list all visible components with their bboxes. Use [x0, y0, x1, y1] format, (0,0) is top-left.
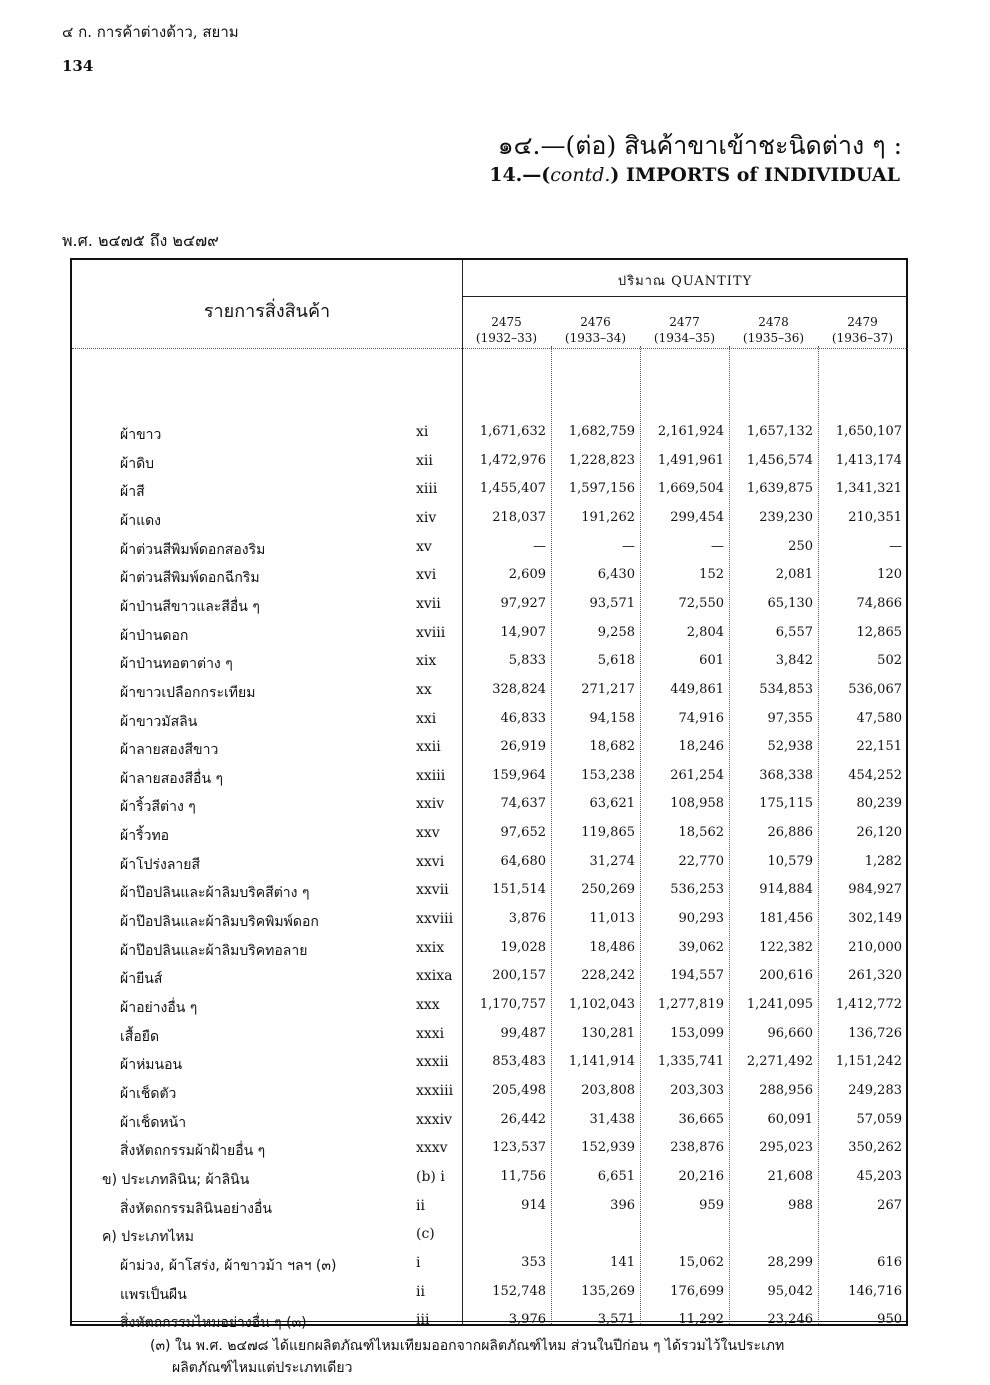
quantity-cell: 1,413,174 [835, 452, 902, 468]
quantity-cell: 152,939 [581, 1140, 635, 1156]
quantity-cell: 350,262 [848, 1140, 902, 1156]
item-label: ผ้าริ้วทอ [120, 828, 170, 845]
item-label: ผ้าดิบ [120, 455, 155, 472]
year-be: 2478 [758, 315, 789, 329]
item-code: xxvii [416, 882, 449, 899]
quantity-cell: 46,833 [500, 710, 546, 726]
year-ce: (1934–35) [653, 331, 716, 345]
quantity-cell: 159,964 [492, 767, 546, 783]
item-code: (c) [416, 1226, 435, 1243]
year-be: 2479 [847, 315, 878, 329]
table-row [72, 624, 908, 646]
quantity-cell: 249,283 [848, 1082, 902, 1098]
quantity-cell: 153,238 [581, 767, 635, 783]
quantity-cell: 2,271,492 [746, 1054, 813, 1070]
quantity-cell: 200,157 [492, 968, 546, 984]
quantity-cell: 151,514 [492, 882, 546, 898]
item-label: ผ้าเช็ดตัว [120, 1085, 177, 1102]
quantity-cell: 96,660 [767, 1025, 813, 1041]
item-label: ผ้าขาวมัสลิน [120, 713, 198, 730]
year-be: 2476 [580, 315, 611, 329]
table-row [72, 1311, 908, 1333]
item-label: ผ้าแดง [120, 512, 162, 529]
table-row [72, 881, 908, 903]
quantity-cell: 19,028 [500, 939, 546, 955]
quantity-cell: 18,562 [678, 825, 724, 841]
quantity-cell: — [889, 538, 902, 554]
table-row [72, 767, 908, 789]
item-label: ผ้าโปร่งลายสี [120, 856, 201, 873]
item-code: xxxi [416, 1025, 445, 1042]
item-label: ผ้าป่านทอตาต่าง ๆ [120, 656, 233, 673]
table-row [72, 795, 908, 817]
quantity-cell: 368,338 [759, 767, 813, 783]
table-row [72, 1082, 908, 1104]
quantity-cell: 3,976 [508, 1312, 546, 1328]
table-row [72, 1225, 908, 1247]
item-label: ผ้าป๊อปลินและผ้าลิมบริคสีต่าง ๆ [120, 885, 310, 902]
year-header [818, 314, 907, 346]
item-code: i [416, 1254, 421, 1271]
item-code: xxviii [416, 911, 454, 928]
quantity-cell: 353 [521, 1254, 546, 1270]
quantity-cell: 1,491,961 [657, 452, 724, 468]
quantity-cell: 176,699 [670, 1283, 724, 1299]
quantity-cell: 74,916 [678, 710, 724, 726]
year-be: 2475 [491, 315, 522, 329]
quantity-cell: 57,059 [856, 1111, 902, 1127]
item-code: xxi [416, 710, 437, 727]
quantity-cell: 267 [877, 1197, 902, 1213]
quantity-cell: 295,023 [759, 1140, 813, 1156]
quantity-cell: 94,158 [589, 710, 635, 726]
quantity-cell: 119,865 [581, 825, 635, 841]
item-label: ผ้าขาว [120, 427, 162, 443]
quantity-cell: 1,277,819 [657, 997, 724, 1012]
quantity-cell: 1,657,132 [746, 424, 813, 439]
item-label: ผ้าลายสองสีขาว [120, 742, 219, 759]
quantity-cell: 261,320 [848, 968, 902, 984]
year-header [640, 314, 729, 346]
quantity-cell: 239,230 [759, 509, 813, 525]
quantity-cell: 1,455,407 [479, 481, 546, 497]
quantity-cell: 2,804 [686, 624, 724, 640]
item-code: ii [416, 1197, 425, 1214]
item-label: เสื้อยืด [120, 1028, 160, 1045]
quantity-cell: 1,151,242 [835, 1054, 902, 1070]
quantity-cell: 396 [610, 1197, 635, 1213]
item-code: xv [416, 538, 432, 555]
item-code: xiv [416, 509, 437, 526]
quantity-cell: 5,833 [508, 653, 546, 669]
quantity-cell: 1,102,043 [568, 997, 635, 1012]
quantity-cell: 141 [610, 1254, 635, 1270]
table-row [72, 1053, 908, 1075]
table-row [72, 1168, 908, 1190]
item-code: xxxv [416, 1140, 448, 1157]
quantity-cell: 108,958 [670, 796, 724, 812]
quantity-cell: 120 [877, 567, 902, 583]
quantity-cell: 26,919 [500, 739, 546, 755]
year-ce: (1932–33) [475, 331, 538, 345]
year-ce: (1933–34) [564, 331, 627, 345]
quantity-cell: 93,571 [589, 595, 635, 611]
quantity-cell: 45,203 [856, 1168, 902, 1184]
item-code: xx [416, 681, 432, 698]
quantity-cell: 3,571 [597, 1312, 635, 1328]
quantity-cell: 1,170,757 [479, 997, 546, 1012]
quantity-cell: 21,608 [767, 1168, 813, 1184]
footnote-line: ผลิตภัณฑ์ไหมแต่ประเภทเดียว [172, 1360, 353, 1376]
quantity-cell: 146,716 [848, 1283, 902, 1299]
item-code: xxix [416, 939, 445, 956]
quantity-cell: 1,682,759 [568, 424, 635, 439]
quantity-cell: 95,042 [767, 1283, 813, 1299]
item-label: สิ่งหัตถกรรมลินินอย่างอื่น [120, 1200, 272, 1217]
item-code: xvii [416, 595, 441, 612]
quantity-cell: 914,884 [759, 882, 813, 898]
table-row [72, 681, 908, 703]
quantity-cell: 1,671,632 [479, 424, 546, 439]
quantity-cell: 601 [699, 653, 724, 669]
quantity-cell: 988 [788, 1197, 813, 1213]
quantity-cell: 1,597,156 [568, 481, 635, 497]
item-code: xi [416, 424, 429, 440]
quantity-cell: 200,616 [759, 968, 813, 984]
quantity-cell: 1,335,741 [657, 1054, 724, 1070]
quantity-cell: 11,292 [678, 1312, 724, 1328]
item-label: ผ้าม่วง, ผ้าโสร่ง, ผ้าขาวม้า ฯลฯ (๓) [120, 1257, 337, 1274]
item-code: xix [416, 653, 437, 670]
item-code: xxx [416, 997, 440, 1013]
quantity-cell: 175,115 [759, 796, 813, 812]
quantity-cell: 26,886 [767, 825, 813, 841]
quantity-cell: 22,770 [678, 853, 724, 869]
quantity-cell: 534,853 [759, 681, 813, 697]
item-code: xxii [416, 739, 441, 756]
quantity-cell: 10,579 [767, 853, 813, 869]
quantity-cell: 250,269 [581, 882, 635, 898]
quantity-cell: 194,557 [670, 968, 724, 984]
year-be: 2477 [669, 315, 700, 329]
item-label: ผ้าขาวเปลือกกระเทียม [120, 684, 256, 701]
quantity-cell: 181,456 [759, 911, 813, 927]
quantity-cell: 261,254 [670, 767, 724, 783]
item-label: ผ้าป๊อปลินและผ้าลิมบริคทอลาย [120, 942, 308, 959]
table-row [72, 566, 908, 588]
header-rule [462, 296, 908, 297]
item-code: xviii [416, 624, 446, 641]
quantity-cell: 12,865 [856, 624, 902, 640]
quantity-cell: 1,639,875 [746, 481, 813, 497]
items-column-header: รายการสิ่งสินค้า [203, 301, 331, 322]
year-header [462, 314, 551, 346]
item-label: สิ่งหัตถกรรมไหมอย่างอื่น ๆ (๓) [120, 1315, 307, 1332]
table-row [72, 1111, 908, 1133]
quantity-cell: 135,269 [581, 1283, 635, 1299]
quantity-cell: 454,252 [848, 767, 902, 783]
quantity-cell: 28,299 [767, 1254, 813, 1270]
quantity-cell: 502 [877, 653, 902, 669]
quantity-cell: — [711, 538, 724, 554]
quantity-cell: 130,281 [581, 1025, 635, 1041]
quantity-cell: 950 [877, 1312, 902, 1328]
quantity-cell: 152 [699, 567, 724, 583]
quantity-cell: 228,242 [581, 968, 635, 984]
quantity-cell: 1,650,107 [835, 424, 902, 439]
page-number: 134 [62, 57, 94, 75]
table-row [72, 1025, 908, 1047]
quantity-cell: 218,037 [492, 509, 546, 525]
quantity-cell: 6,651 [597, 1168, 635, 1184]
footnote-line: (๓) ใน พ.ศ. ๒๔๗๘ ได้แยกผลิตภัณฑ์ไหมเทียมออกจากผลิตภัณฑ์ไหม ส่วนในปีก่อน ๆ ได้รวมไว้ในประเภท [150, 1338, 785, 1354]
table-row [72, 652, 908, 674]
quantity-cell: 18,486 [589, 939, 635, 955]
item-label: แพรเป็นผืน [120, 1286, 187, 1303]
quantity-cell: 210,000 [848, 939, 902, 955]
item-code: xxxiv [416, 1111, 453, 1128]
table-row [72, 509, 908, 531]
quantity-cell: 97,652 [500, 825, 546, 841]
quantity-cell: 1,141,914 [568, 1054, 635, 1070]
table-row [72, 853, 908, 875]
item-label: ผ้าอย่างอื่น ๆ [120, 1000, 198, 1016]
quantity-cell: 203,808 [581, 1082, 635, 1098]
quantity-cell: 74,866 [856, 595, 902, 611]
item-code: xxxiii [416, 1082, 454, 1099]
item-label: ผ้าลายสองสีอื่น ๆ [120, 770, 223, 787]
item-code: xxvi [416, 853, 445, 870]
item-label: ข) ประเภทลินิน; ผ้าลินิน [102, 1171, 250, 1188]
quantity-cell: 97,927 [500, 595, 546, 611]
quantity-cell: 31,274 [589, 853, 635, 869]
quantity-cell: 52,938 [767, 739, 813, 755]
quantity-cell: 205,498 [492, 1082, 546, 1098]
quantity-cell: 2,081 [775, 567, 813, 583]
quantity-cell: 39,062 [678, 939, 724, 955]
quantity-cell: 1,282 [864, 853, 902, 869]
quantity-cell: 959 [699, 1197, 724, 1213]
title-number: 14.—( [489, 164, 551, 186]
table-title-english [489, 164, 900, 186]
quantity-cell: 1,669,504 [657, 481, 724, 497]
quantity-cell: 65,130 [767, 595, 813, 611]
table-row [72, 480, 908, 502]
quantity-cell: 11,756 [500, 1168, 546, 1184]
table-row [72, 910, 908, 932]
item-code: xiii [416, 481, 438, 498]
item-label: ผ้าต่วนสีพิมพ์ดอกฉีกริม [120, 570, 260, 587]
quantity-cell: 1,341,321 [835, 481, 902, 497]
item-label: ค) ประเภทไหม [102, 1229, 194, 1246]
item-label: ผ้าสี [120, 484, 145, 501]
item-label: ผ้าป่านดอก [120, 627, 189, 644]
year-ce: (1936–37) [831, 331, 894, 345]
quantity-cell: 5,618 [597, 653, 635, 669]
quantity-cell: 250 [788, 538, 813, 554]
quantity-cell: 136,726 [848, 1025, 902, 1041]
quantity-cell: 616 [877, 1254, 902, 1270]
quantity-cell: 1,241,095 [746, 997, 813, 1012]
item-code: xvi [416, 567, 437, 584]
table-title-thai: ๑๔.—(ต่อ) สินค้าขาเข้าชะนิดต่าง ๆ : [497, 131, 902, 160]
quantity-cell: 1,456,574 [746, 452, 813, 468]
quantity-cell: 2,161,924 [657, 424, 724, 439]
year-range: พ.ศ. ๒๔๗๕ ถึง ๒๔๗๙ [62, 231, 219, 250]
item-label: ผ้าต่วนสีพิมพ์ดอกสองริม [120, 541, 266, 558]
quantity-cell: 80,239 [856, 796, 902, 812]
quantity-cell: 99,487 [500, 1025, 546, 1041]
item-label: สิ่งหัตถกรรมผ้าฝ้ายอื่น ๆ [120, 1143, 266, 1160]
quantity-cell: 9,258 [597, 624, 635, 640]
quantity-cell: 302,149 [848, 911, 902, 927]
quantity-cell: — [622, 538, 635, 554]
quantity-cell: 203,303 [670, 1082, 724, 1098]
table-row [72, 1197, 908, 1219]
table-row [72, 710, 908, 732]
quantity-cell: 6,557 [775, 624, 813, 640]
item-code: xxiii [416, 767, 446, 784]
quantity-cell: 26,120 [856, 825, 902, 841]
item-code: (b) i [416, 1168, 445, 1185]
year-header [551, 314, 640, 346]
quantity-cell: 299,454 [670, 509, 724, 525]
item-label: ผ้าริ้วสีต่าง ๆ [120, 799, 196, 816]
quantity-cell: — [533, 538, 546, 554]
table-row [72, 1254, 908, 1276]
quantity-cell: 31,438 [589, 1111, 635, 1127]
item-label: ผ้าเช็ดหน้า [120, 1114, 187, 1131]
quantity-cell: 26,442 [500, 1111, 546, 1127]
item-label: ผ้ายีนส์ [120, 971, 163, 988]
quantity-cell: 74,637 [500, 796, 546, 812]
table-row [72, 423, 908, 445]
year-header [729, 314, 818, 346]
quantity-cell: 536,067 [848, 681, 902, 697]
quantity-cell: 153,099 [670, 1025, 724, 1041]
quantity-cell: 449,861 [670, 681, 724, 697]
table-row [72, 996, 908, 1018]
quantity-cell: 47,580 [856, 710, 902, 726]
quantity-cell: 23,246 [767, 1312, 813, 1328]
quantity-cell: 536,253 [670, 882, 724, 898]
item-label: ผ้าป๊อปลินและผ้าลิมบริคพิมพ์ดอก [120, 914, 319, 931]
footnote [150, 1335, 910, 1379]
quantity-cell: 271,217 [581, 681, 635, 697]
quantity-cell: 3,876 [508, 911, 546, 927]
quantity-cell: 97,355 [767, 710, 813, 726]
quantity-cell: 123,537 [492, 1140, 546, 1156]
quantity-cell: 1,228,823 [568, 452, 635, 468]
table-row [72, 595, 908, 617]
item-label: ผ้าป่านสีขาวและสีอื่น ๆ [120, 598, 260, 615]
quantity-header: ปริมาณ QUANTITY [617, 274, 753, 289]
table-row [72, 1283, 908, 1305]
quantity-cell: 11,013 [589, 911, 635, 927]
quantity-cell: 22,151 [856, 739, 902, 755]
quantity-cell: 2,609 [508, 567, 546, 583]
quantity-cell: 914 [521, 1197, 546, 1213]
quantity-cell: 191,262 [581, 509, 635, 525]
quantity-cell: 18,246 [678, 739, 724, 755]
quantity-cell: 3,842 [775, 653, 813, 669]
item-code: iii [416, 1312, 430, 1329]
item-code: xxv [416, 825, 440, 842]
table-row [72, 1139, 908, 1161]
quantity-cell: 90,293 [678, 911, 724, 927]
quantity-cell: 63,621 [589, 796, 635, 812]
table-row [72, 538, 908, 560]
item-label: ผ้าห่มนอน [120, 1057, 183, 1074]
item-code: xxiv [416, 796, 445, 813]
item-code: xxxii [416, 1054, 449, 1071]
quantity-cell: 14,907 [500, 624, 546, 640]
table-row [72, 452, 908, 474]
quantity-cell: 238,876 [670, 1140, 724, 1156]
quantity-cell: 152,748 [492, 1283, 546, 1299]
title-contd: contd. [550, 164, 611, 186]
item-code: xii [416, 452, 433, 469]
quantity-cell: 328,824 [492, 681, 546, 697]
table-row [72, 939, 908, 961]
quantity-cell: 1,412,772 [835, 997, 902, 1012]
quantity-cell: 288,956 [759, 1082, 813, 1098]
quantity-cell: 210,351 [848, 509, 902, 525]
quantity-cell: 853,483 [492, 1054, 546, 1070]
quantity-cell: 20,216 [678, 1168, 724, 1184]
quantity-cell: 15,062 [678, 1254, 724, 1270]
quantity-cell: 64,680 [500, 853, 546, 869]
quantity-cell: 6,430 [597, 567, 635, 583]
table-row [72, 967, 908, 989]
item-code: ii [416, 1283, 425, 1300]
quantity-cell: 72,550 [678, 595, 724, 611]
running-head: ๔ ก. การค้าต่างด้าว, สยาม [62, 23, 239, 41]
quantity-cell: 60,091 [767, 1111, 813, 1127]
column-divider [462, 260, 463, 1324]
quantity-cell: 18,682 [589, 739, 635, 755]
quantity-cell: 122,382 [759, 939, 813, 955]
table-row [72, 738, 908, 760]
statistics-table [70, 258, 908, 1332]
year-ce: (1935–36) [742, 331, 805, 345]
header-rule [72, 348, 908, 349]
quantity-cell: 1,472,976 [479, 452, 546, 468]
item-code: xxixa [416, 968, 453, 985]
quantity-cell: 36,665 [678, 1111, 724, 1127]
quantity-cell: 984,927 [848, 882, 902, 898]
title-rest: ) IMPORTS of INDIVIDUAL [610, 164, 900, 186]
table-row [72, 824, 908, 846]
